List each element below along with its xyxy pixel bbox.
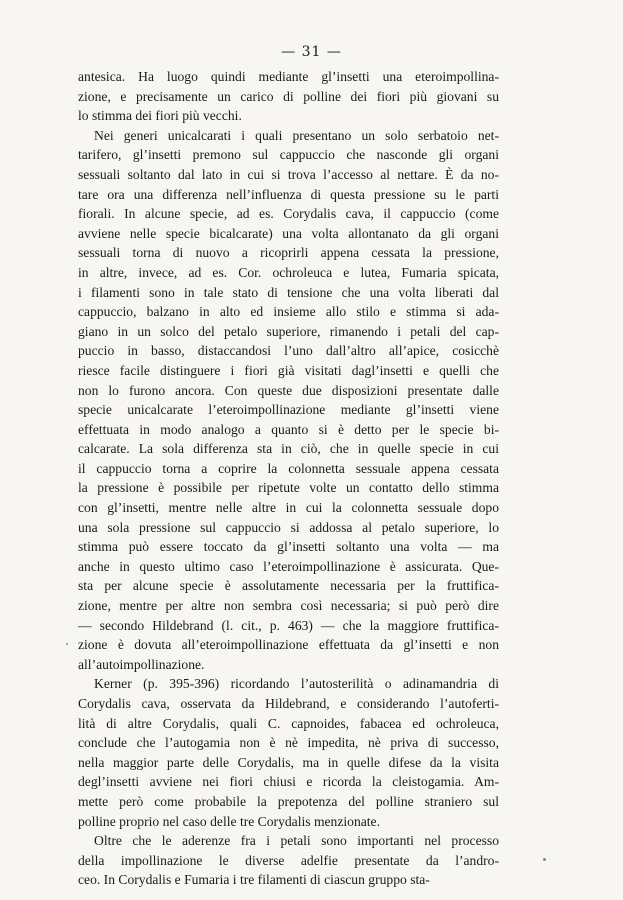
text-line: sta per alcune specie è assolutamente necessaria per la fruttifica- [78, 578, 499, 594]
text-line: Corydalis cava, osservata da Hildebrand, e considerando l’autoferti- [78, 696, 499, 711]
text-line: — secondo Hildebrand (l. cit., p. 463) — che la maggiore fruttifica- [78, 617, 499, 633]
text-line: la pressione è possibile per ripetute volte un contatto dello stimma [78, 480, 499, 496]
text-line: mette però come probabile la prepotenza del polline straniero sul [78, 793, 499, 809]
text-line: il cappuccio torna a coprire la colonnetta sessuale appena cessata [78, 460, 499, 476]
text-line: lo stimma dei fiori più vecchi. [78, 108, 242, 124]
text-line: Oltre che le aderenze fra i petali sono importanti nel processo [94, 833, 499, 849]
text-line: tare ora una differenza nell’influenza di questa pressione su le parti [78, 186, 499, 202]
page-number: — 31 — [281, 44, 342, 60]
body-text [78, 67, 499, 890]
text-line: anche in questo ultimo caso l’eteroimpollinazione è assicurata. Que- [78, 558, 499, 574]
text-line: specie unicalcarate l’eteroimpollinazione mediante gl’insetti viene [78, 402, 499, 418]
text-line: degl’insetti avviene nei fiori chiusi e ricorda la cleistogamia. Am- [78, 774, 499, 790]
text-line: i filamenti sono in tale stato di tensione che una volta liberati dal [78, 284, 499, 300]
text-line: Nei generi unicalcarati i quali presentano un solo serbatoio net- [94, 127, 499, 143]
text-line: non lo furono ancora. Con queste due disposizioni presentate dalle [78, 382, 499, 398]
text-line: con gl’insetti, mentre nelle altre in cui la colonnetta sessuale dopo [78, 500, 499, 516]
text-line: zione è dovuta all’eteroimpollinazione effettuata da gl’insetti e non [78, 637, 499, 653]
text-line: calcarate. La sola differenza sta in ciò, che in quelle specie in cui [78, 441, 499, 457]
paragraph [78, 126, 499, 675]
text-line: fiorali. In alcune specie, ad es. Corydalis cava, il cappuccio (come [78, 206, 499, 222]
text-line: nella maggior parte delle Corydalis, ma in quelle difese da la visita [78, 754, 499, 770]
text-line: effettuata in modo analogo a quanto si è detto per le specie bi- [78, 421, 499, 437]
text-line: tarifero, gl’insetti premono sul cappuccio che nasconde gli organi [78, 147, 499, 163]
text-line: della impollinazione le diverse adelfie presentate da l’andro- [78, 852, 499, 868]
text-line: zione, mentre per altre non sembra così necessaria; si può però dire [78, 598, 499, 614]
text-line: ceo. In Corydalis e Fumaria i tre filamenti di ciascun gruppo sta- [78, 872, 430, 888]
text-line: riesce facile distinguere i fiori già visitati dagl’insetti e quelli che [78, 362, 499, 378]
paper-speck [543, 858, 546, 861]
text-line: zione, e precisamente un carico di polline dei fiori più giovani su [78, 88, 499, 104]
paragraph [78, 831, 499, 890]
text-line: all’autoimpollinazione. [78, 656, 205, 672]
text-line: stimma può essere toccato da gl’insetti soltanto una volta — ma [78, 539, 499, 555]
paragraph [78, 674, 499, 831]
text-line: cappuccio, balzano in alto ed insieme allo stilo e stimma si ada- [78, 304, 499, 320]
text-line: avviene nelle specie bicalcarate) una volta allontanato da gli organi [78, 225, 499, 241]
text-line: giano in un solco del petalo superiore, rimanendo i petali del cap- [78, 323, 499, 339]
text-line: antesica. Ha luogo quindi mediante gl’insetti una eteroimpollina- [78, 69, 499, 84]
text-line: Kerner (p. 395-396) ricordando l’autosterilità o adinamandria di [94, 676, 499, 692]
text-line: una sola pressione sul cappuccio si addossa al petalo superiore, lo [78, 519, 499, 535]
paper-speck [66, 643, 68, 645]
text-line: puccio in basso, distaccandosi l’uno dall’altro all’apice, cosicchè [78, 343, 499, 359]
paragraph [78, 67, 499, 126]
text-line: lità di altre Corydalis, quali C. capnoides, fabacea ed ochroleuca, [78, 715, 499, 731]
text-line: sessuali soltanto dal lato in cui si trova l’accesso al nettare. È da no- [78, 166, 499, 182]
text-line: in altre, invece, ad es. Cor. ochroleuca e lutea, Fumaria spicata, [78, 264, 499, 280]
text-line: sessuali torna di nuovo a ricoprirli appena cessata la pressione, [78, 245, 499, 261]
text-line: conclude che l’autogamia non è nè impedita, nè priva di successo, [78, 735, 499, 751]
text-line: polline proprio nel caso delle tre Corydalis menzionate. [78, 813, 380, 829]
